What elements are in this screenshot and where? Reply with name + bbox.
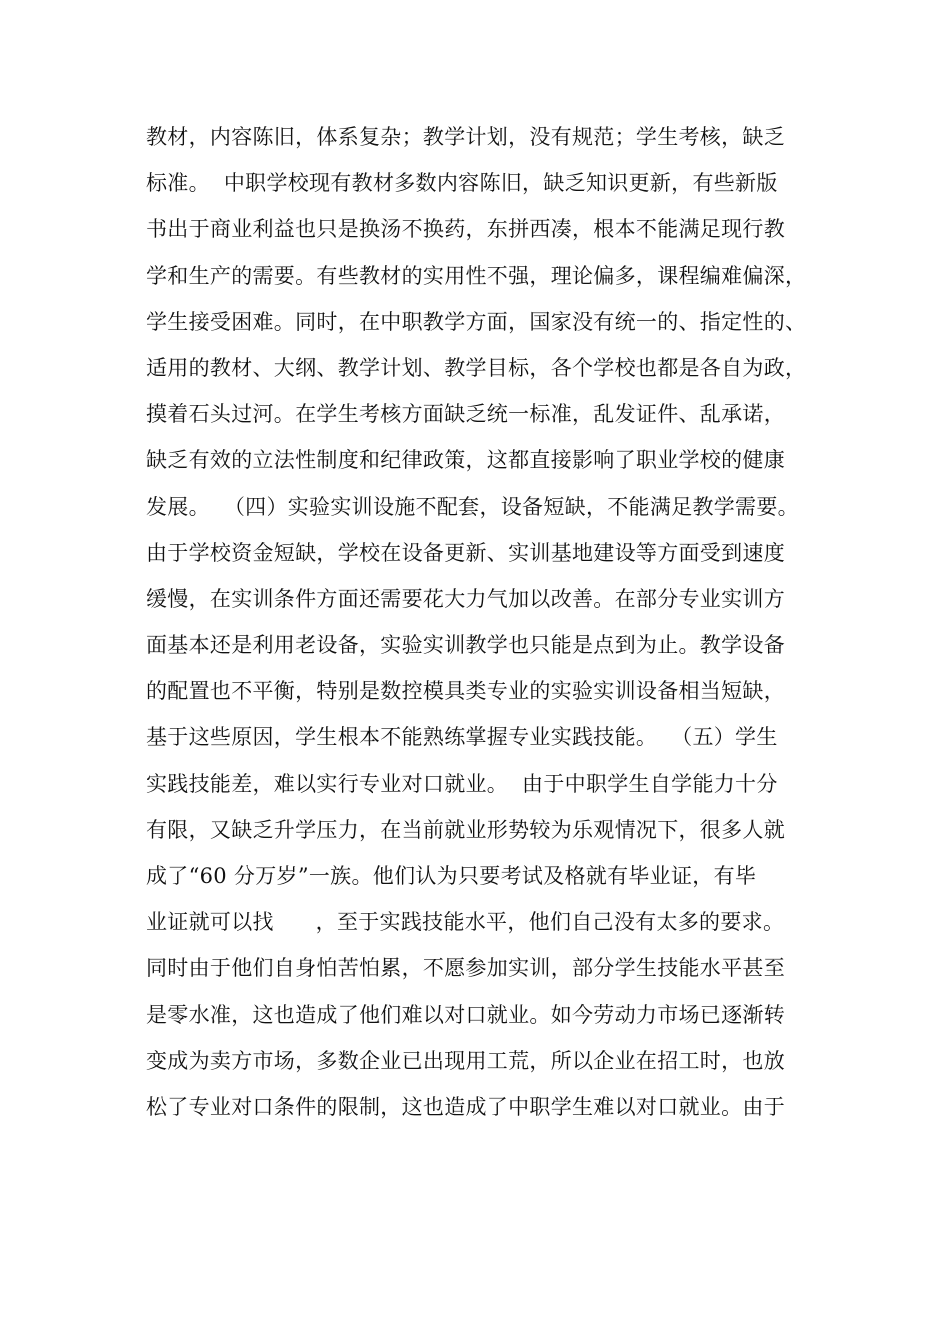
text-line: 书出于商业利益也只是换汤不换药，东拼西凑，根本不能满足现行教 xyxy=(146,217,785,242)
text-line: 松了专业对口条件的限制，这也造成了中职学生难以对口就业。由于 xyxy=(146,1094,785,1119)
text-line: 业证就可以找 ，至于实践技能水平，他们自己没有太多的要求。 xyxy=(146,910,785,935)
text-line: 摸着石头过河。在学生考核方面缺乏统一标准，乱发证件、乱承诺， xyxy=(146,402,785,427)
text-line: 由于学校资金短缺，学校在设备更新、实训基地建设等方面受到速度 xyxy=(146,540,785,565)
body-text xyxy=(146,114,806,1130)
text-line: 适用的教材、大纲、教学计划、教学目标，各个学校也都是各自为政， xyxy=(146,355,807,380)
text-line: 基于这些原因，学生根本不能熟练掌握专业实践技能。 （五）学生 xyxy=(146,725,778,750)
text-line: 的配置也不平衡，特别是数控模具类专业的实验实训设备相当短缺， xyxy=(146,679,785,704)
text-line: 学和生产的需要。有些教材的实用性不强，理论偏多，课程编难偏深， xyxy=(146,263,807,288)
text-line: 面基本还是利用老设备，实验实训教学也只能是点到为止。教学设备 xyxy=(146,633,785,658)
text-line: 变成为卖方市场，多数企业已出现用工荒，所以企业在招工时，也放 xyxy=(146,1048,785,1073)
text-line: 标准。 中职学校现有教材多数内容陈旧，缺乏知识更新，有些新版 xyxy=(146,171,778,196)
text-line: 是零水准，这也造成了他们难以对口就业。如今劳动力市场已逐渐转 xyxy=(146,1002,785,1027)
text-line: 同时由于他们自身怕苦怕累，不愿参加实训，部分学生技能水平甚至 xyxy=(146,956,785,981)
text-line: 成了“60 分万岁”一族。他们认为只要考试及格就有毕业证，有毕 xyxy=(146,864,757,888)
text-line: 教材，内容陈旧，体系复杂；教学计划，没有规范；学生考核，缺乏 xyxy=(146,125,785,149)
text-line: 实践技能差，难以实行专业对口就业。 由于中职学生自学能力十分 xyxy=(146,771,778,796)
text-line: 缓慢，在实训条件方面还需要花大力气加以改善。在部分专业实训方 xyxy=(146,586,785,611)
text-line: 学生接受困难。同时，在中职教学方面，国家没有统一的、指定性的、 xyxy=(146,309,807,334)
text-line: 发展。 （四）实验实训设施不配套，设备短缺，不能满足教学需要。 xyxy=(146,494,799,519)
text-line: 有限，又缺乏升学压力，在当前就业形势较为乐观情况下，很多人就 xyxy=(146,817,785,842)
text-line: 缺乏有效的立法性制度和纪律政策，这都直接影响了职业学校的健康 xyxy=(146,448,785,473)
